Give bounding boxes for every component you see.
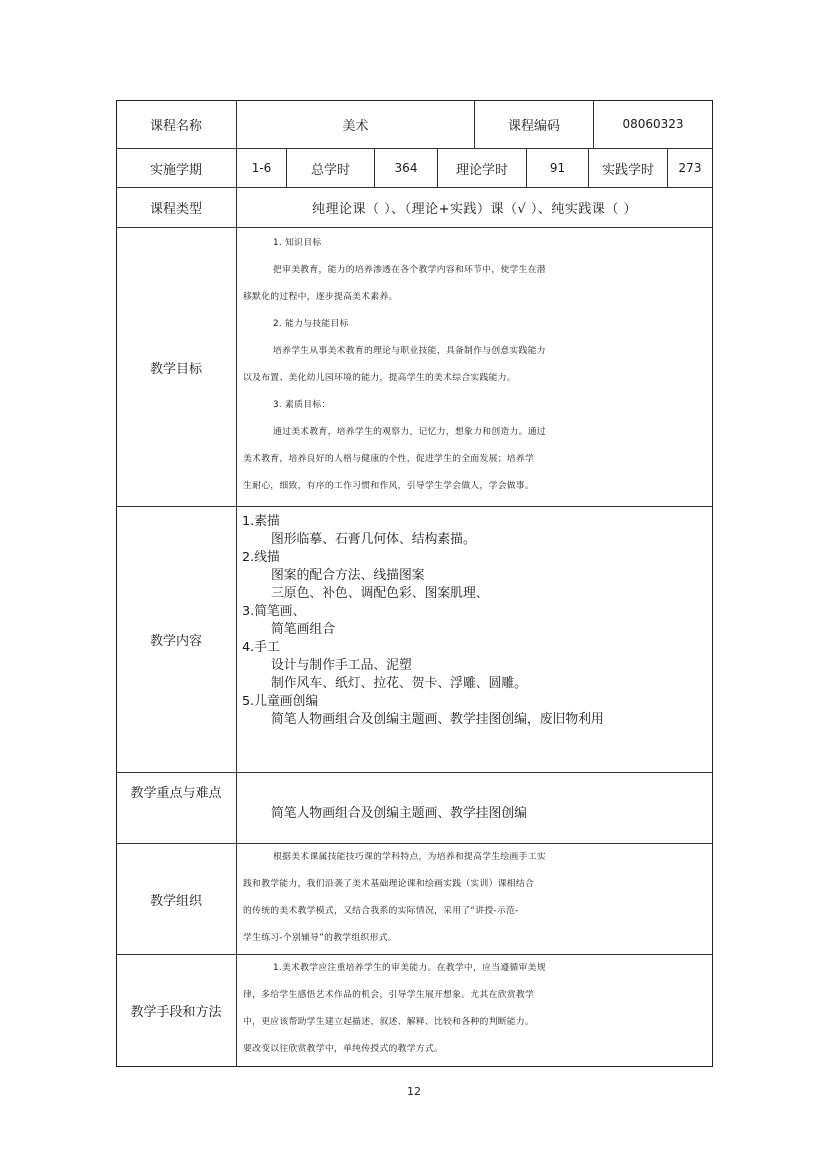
content-item: 简笔画组合 [271, 622, 335, 637]
objectives-line: 3. 素质目标： [273, 400, 331, 410]
objectives-line: 1. 知识目标 [273, 238, 322, 248]
key-points-cell [116, 773, 237, 844]
semester-value: 1-6 [237, 149, 287, 188]
course-name-label: 课程名称 [116, 100, 237, 149]
course-name-value: 美术 [237, 100, 475, 149]
content-heading: 4.手工 [242, 640, 280, 655]
methods-line: 要改变以往欣赏教学中，单纯传授式的教学方式。 [243, 1044, 444, 1054]
organization-body [237, 844, 713, 955]
content-item: 图形临摹、石膏几何体、结构素描。 [271, 532, 476, 547]
methods-line: 中，更应该帮助学生建立起描述、叙述、解释、比较和各种的判断能力。 [243, 1017, 535, 1027]
content-heading: 3.简笔画、 [242, 604, 306, 619]
course-table [116, 100, 713, 1067]
content-item: 图案的配合方法、线描图案 [271, 568, 425, 583]
organization-line: 践和教学能力，我们沿袭了美术基础理论课和绘画实践（实训）课相结合 [243, 879, 535, 889]
key-points-body [237, 773, 713, 844]
course-type-label: 课程类型 [116, 188, 237, 228]
content-item: 简笔人物画组合及创编主题画、教学挂图创编，废旧物利用 [271, 712, 604, 727]
organization-line: 学生练习-个别辅导”的教学组织形式。 [243, 933, 397, 943]
organization-line: 根据美术课属技能技巧课的学科特点，为培养和提高学生绘画手工实 [273, 852, 546, 862]
page-number: 12 [407, 1085, 421, 1098]
methods-label: 教学手段和方法 [116, 955, 237, 1067]
objectives-label: 教学目标 [116, 228, 237, 507]
content-item: 三原色、补色、调配色彩、图案肌理、 [271, 586, 489, 601]
objectives-line: 2. 能力与技能目标 [273, 319, 349, 329]
objectives-body [237, 228, 713, 507]
content-body [237, 507, 713, 773]
methods-line: 1.美术教学应注重培养学生的审美能力。在教学中，应当遵循审美规 [273, 963, 546, 973]
course-type-value: 纯理论课（ ）、（理论+实践）课（√ ）、纯实践课（ ） [237, 188, 713, 228]
organization-line: 的传统的美术教学模式，又结合我系的实际情况，采用了“讲授-示范- [243, 906, 519, 916]
course-code-value: 08060323 [594, 100, 713, 149]
objectives-line: 以及布置、美化幼儿园环境的能力，提高学生的美术综合实践能力。 [243, 373, 516, 383]
content-heading: 5.儿童画创编 [242, 694, 319, 709]
semester-label: 实施学期 [116, 149, 237, 188]
content-item: 制作风车、纸灯、拉花、贺卡、浮雕、圆雕。 [271, 676, 527, 691]
objectives-line: 培养学生从事美术教育的理论与职业技能，具备制作与创意实践能力 [273, 346, 546, 356]
practice-hours-value: 273 [668, 149, 713, 188]
key-points-value: 简笔人物画组合及创编主题画、教学挂图创编 [271, 806, 527, 821]
practice-hours-label: 实践学时 [589, 149, 668, 188]
key-points-label: 教学重点与难点 [130, 786, 222, 801]
content-heading: 2.线描 [242, 550, 280, 565]
objectives-line: 生耐心，细致，有序的工作习惯和作风，引导学生学会做人，学会做事。 [243, 481, 535, 491]
content-label: 教学内容 [116, 507, 237, 773]
total-hours-value: 364 [375, 149, 438, 188]
theory-hours-label: 理论学时 [438, 149, 527, 188]
content-item: 设计与制作手工品、泥塑 [271, 658, 412, 673]
methods-body [237, 955, 713, 1067]
objectives-line: 把审美教育，能力的培养渗透在各个教学内容和环节中，使学生在潜 [273, 265, 546, 275]
objectives-line: 通过美术教育，培养学生的观察力，记忆力，想象力和创造力。通过 [273, 427, 546, 437]
course-code-label: 课程编码 [475, 100, 594, 149]
theory-hours-value: 91 [527, 149, 589, 188]
organization-label: 教学组织 [116, 844, 237, 955]
objectives-line: 美术教育，培养良好的人格与健康的个性，促进学生的全面发展；培养学 [243, 454, 535, 464]
total-hours-label: 总学时 [287, 149, 375, 188]
content-heading: 1.素描 [242, 514, 280, 529]
objectives-line: 移默化的过程中，逐步提高美术素养。 [243, 292, 398, 302]
methods-line: 律，多给学生感悟艺术作品的机会，引导学生展开想象。尤其在欣赏教学 [243, 990, 535, 1000]
